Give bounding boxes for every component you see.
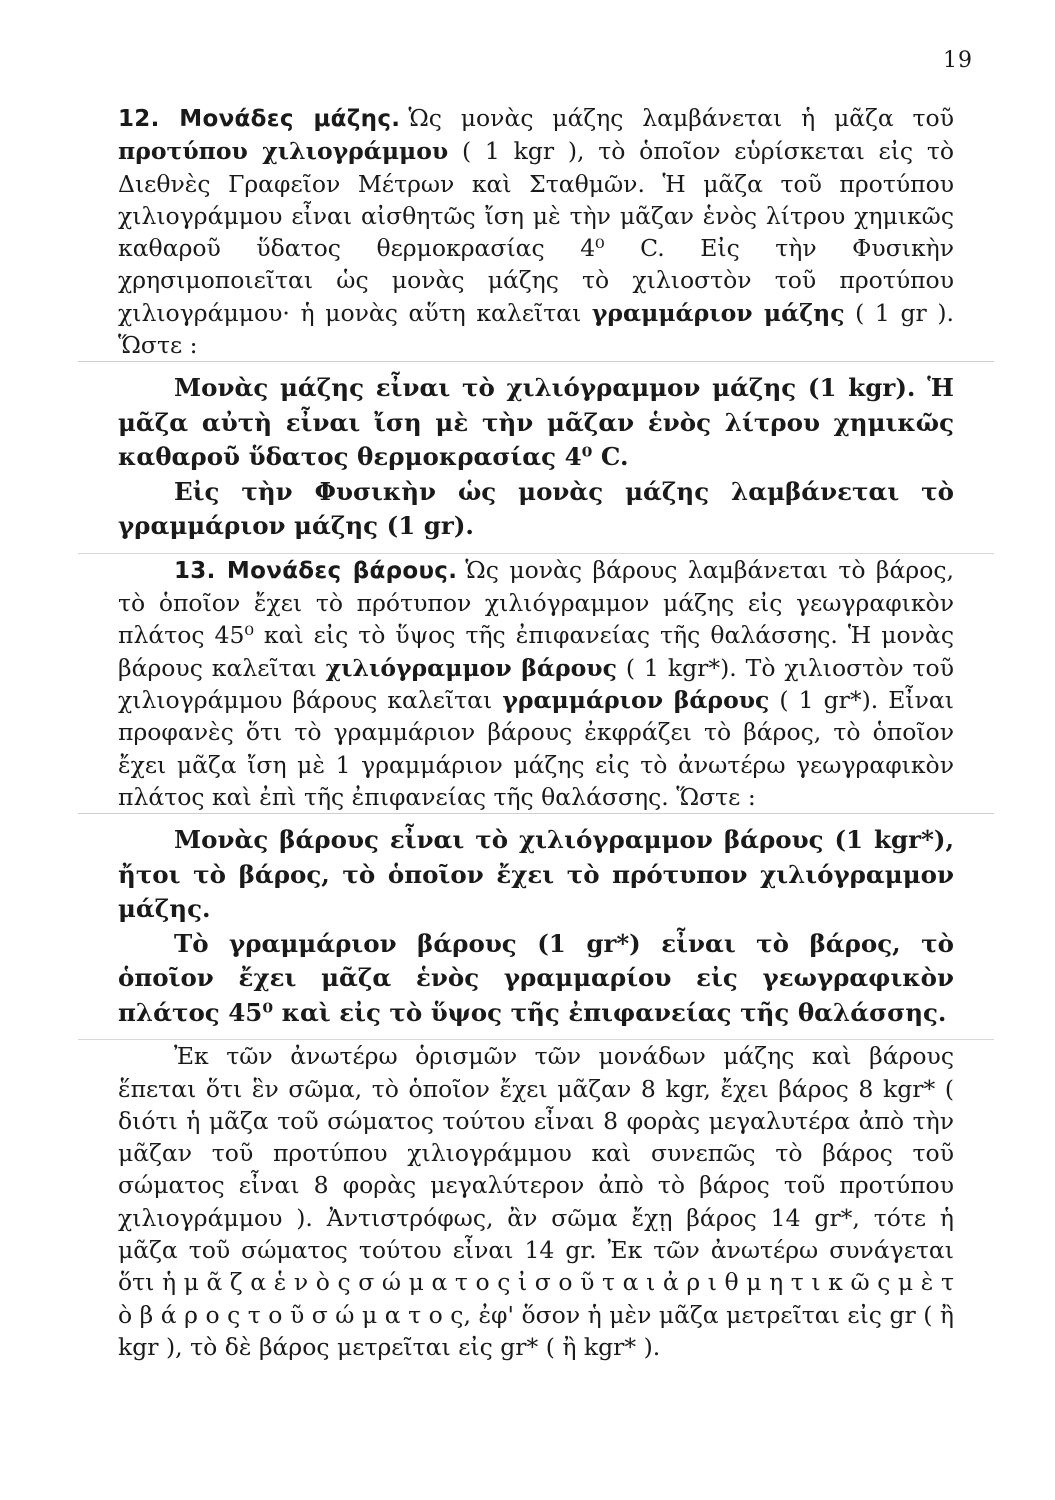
section-12-heading: 12. Μονάδες μάζης. bbox=[118, 106, 401, 132]
section-12-paragraph bbox=[118, 102, 954, 361]
section-13-text-c: ( 1 kgr*). Τὸ χιλιοστὸν τοῦ χιλιογράμμου βάρους καλεῖται bbox=[118, 653, 954, 715]
definition-gram-mass: Εἰς τὴν Φυσικὴν ὡς μονὰς μάζης λαμβάνεται τὸ γραμμάριον μάζης (1 gr). bbox=[118, 476, 954, 541]
term-kilogram-weight: χιλιόγραμμον βάρους bbox=[325, 653, 617, 682]
closing-paragraph: Ἐκ τῶν ἀνωτέρω ὁρισμῶν τῶν μονάδων μάζης καὶ βάρους ἕπεται ὅτι ἓν σῶμα, τὸ ὁποῖον ἔχει μᾶζαν 8 kgr, ἔχει βάρος 8 kgr* ( διότι ἡ μᾶζα τοῦ σώματος τούτου εἶναι 8 φορὰς μεγαλυτέρα ἀπὸ τὴν μᾶζαν τοῦ προτύπου χιλιογράμμου καὶ συνεπῶς τὸ βάρος τοῦ σώματος εἶναι 8 φορὰς μεγαλύτερον ἀπὸ τὸ βάρος τοῦ προτύπου χιλιογράμμου ). Ἀντιστρόφως, ἂν σῶμα ἔχῃ βάρος 14 gr*, τότε ἡ μᾶζα τοῦ σώματος τούτου εἶναι 14 gr. Ἐκ τῶν ἀνωτέρω συνάγεται ὅτι ἡ μ ᾶ ζ α ἑ ν ὸ ς σ ώ μ α τ ο ς ἰ σ ο ῦ τ α ι ἀ ρ ι θ μ η τ ι κ ῶ ς μ ὲ τ ὸ β ά ρ ο ς τ ο ῦ σ ώ μ α τ ο ς, ἐφ' ὅσον ἡ μὲν μᾶζα μετρεῖται εἰς gr ( ἢ kgr ), τὸ δὲ βάρος μετρεῖται εἰς gr* ( ἢ kgr* ). bbox=[118, 1042, 954, 1361]
page-number: 19 bbox=[943, 48, 973, 73]
definition-weight-unit: Μονὰς βάρους εἶναι τὸ χιλιόγραμμον βάρους (1 kgr*), ἤτοι τὸ βάρος, τὸ ὁποῖον ἔχει τὸ πρότυπον χιλιόγραμμον μάζης. bbox=[118, 825, 954, 924]
term-prototype-kilogram: προτύπου χιλιογράμμου bbox=[118, 137, 449, 166]
section-13-heading: 13. Μονάδες βάρους. bbox=[174, 557, 458, 584]
section-13-text-e: ( 1 gr*). Εἶναι προφανὲς ὅτι τὸ γραμμάριον βάρους ἐκφράζει τὸ βάρος, τὸ ὁποῖον ἔχει μᾶζα ἴση μὲ 1 γραμμάριον μάζης εἰς τὸ ἀνωτέρω γεωγραφικὸν πλάτος καὶ ἐπὶ τῆς ἐπιφανείας τῆς θαλάσσης. Ὥστε : bbox=[118, 686, 955, 811]
definition-mass-unit: Μονὰς μάζης εἶναι τὸ χιλιόγραμμον μάζης (1 kgr). Ἡ μᾶζα αὐτὴ εἶναι ἴση μὲ τὴν μᾶζαν ἑνὸς λίτρου χημικῶς καθαροῦ ὕδατος θερμοκρασίας 4⁰ C. bbox=[118, 373, 954, 472]
definition-box-weight bbox=[118, 819, 954, 1034]
section-13-paragraph bbox=[118, 554, 954, 813]
section-12-text-e: ( 1 gr ). Ὥστε : bbox=[118, 298, 954, 360]
section-13-text-a: Ὡς μονὰς βάρους λαμβάνεται τὸ βάρος, τὸ ὁποῖον ἔχει τὸ πρότυπον χιλιόγραμμον μάζης εἰς γεωγραφικὸν πλάτος 45⁰ καὶ εἰς τὸ ὕψος τῆς ἐπιφανείας τῆς θαλάσσης. Ἡ μονὰς βάρους καλεῖται bbox=[118, 555, 954, 682]
definition-box-mass bbox=[118, 367, 954, 548]
definition-gram-weight: Τὸ γραμμάριον βάρους (1 gr*) εἶναι τὸ βάρος, τὸ ὁποῖον ἔχει μᾶζα ἑνὸς γραμμαρίου εἰς γεωγραφικὸν πλάτος 45⁰ καὶ εἰς τὸ ὕψος τῆς ἐπιφανείας τῆς θαλάσσης. bbox=[118, 928, 954, 1027]
term-gram-of-mass: γραμμάριον μάζης bbox=[591, 298, 845, 327]
body-text bbox=[118, 102, 954, 1363]
section-12-text-a: Ὡς μονὰς μάζης λαμβάνεται ἡ μᾶζα τοῦ bbox=[408, 104, 954, 132]
section-12-text-c: ( 1 kgr ), τὸ ὁποῖον εὑρίσκεται εἰς τὸ Διεθνὲς Γραφεῖον Μέτρων καὶ Σταθμῶν. Ἡ μᾶζα τοῦ προτύπου χιλιογράμμου εἶναι αἰσθητῶς ἴση μὲ τὴν μᾶζαν ἑνὸς λίτρου χημικῶς καθαροῦ ὕδατος θερμοκρασίας 4⁰ C. Εἰς τὴν Φυσικὴν χρησιμοποιεῖται ὡς μονὰς μάζης τὸ χιλιοστὸν τοῦ προτύπου χιλιογράμμου· ἡ μονὰς αὕτη καλεῖται bbox=[118, 137, 954, 327]
term-gram-weight: γραμμάριον βάρους bbox=[502, 686, 770, 715]
